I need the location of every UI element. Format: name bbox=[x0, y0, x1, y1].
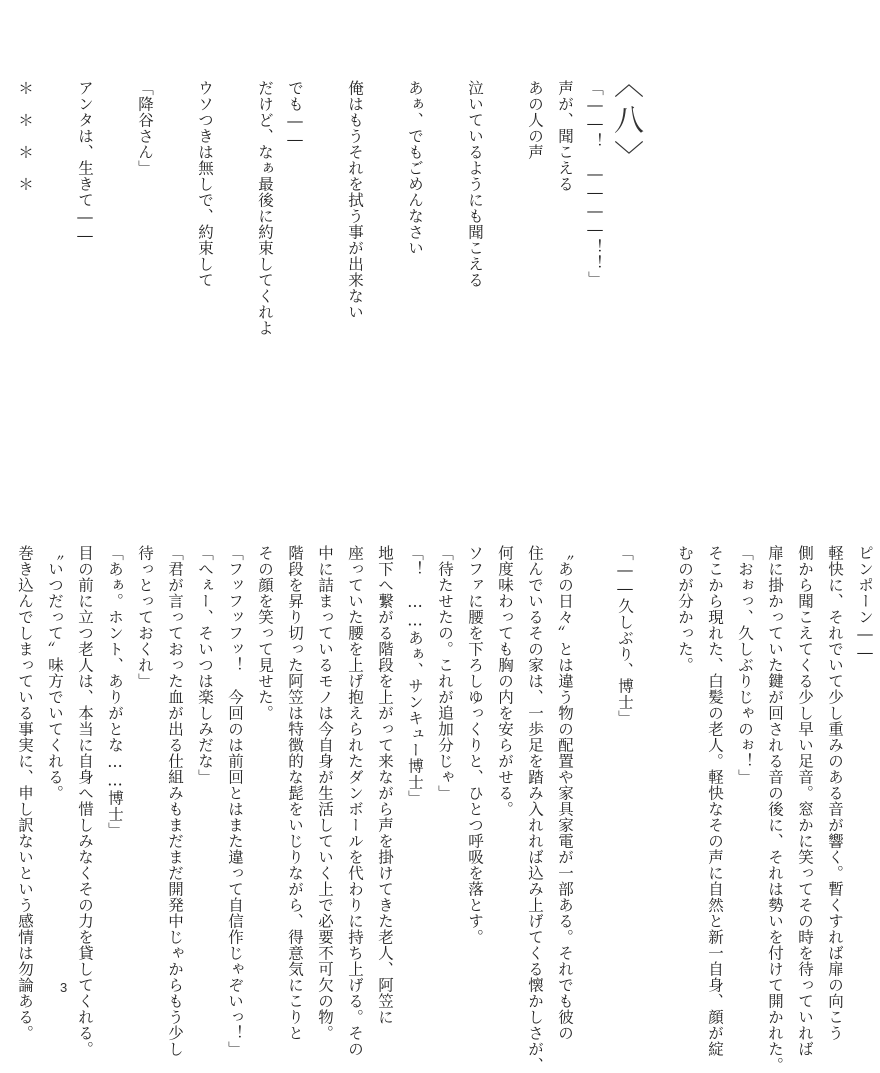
bottom-section-line: その顔を笑って見せた。 bbox=[256, 545, 274, 721]
top-section-blank-line bbox=[310, 80, 340, 420]
bottom-section-line: 地下へ繋がる階段を上がって来ながら声を掛けてきた老人、阿笠に bbox=[376, 545, 394, 1025]
bottom-section-line: 「あぁ。ホント、ありがとな……博士」 bbox=[106, 545, 124, 838]
top-section-blank-line bbox=[490, 80, 520, 420]
top-section-line: ウソつきは無しで、約束して bbox=[196, 80, 214, 288]
top-section-blank-line bbox=[220, 80, 250, 420]
top-section-line: あの人の声 bbox=[526, 80, 544, 160]
bottom-section-line: 〝いつだって〟味方でいてくれる。 bbox=[46, 545, 64, 801]
bottom-section-line: 住んでいるその家は、一歩足を踏み入れれば込み上げてくる懐かしさが、 bbox=[526, 545, 544, 1073]
bottom-section-line: 〝あの日々〟とは違う物の配置や家具家電が一部ある。それでも彼の bbox=[556, 545, 574, 1041]
bottom-section-line: 「君が言っておった血が出る仕組みもまだまだ開発中じゃからもう少し bbox=[166, 545, 184, 1057]
bottom-section-line: 「――久しぶり、博士」 bbox=[616, 545, 634, 726]
top-section-line: 泣いているようにも聞こえる bbox=[466, 80, 484, 288]
bottom-section-blank-line bbox=[640, 545, 670, 965]
top-section-line: 「――！ ――――！！」 bbox=[586, 80, 604, 287]
bottom-section-line: 何度味わっても胸の内を安らがせる。 bbox=[496, 545, 514, 817]
bottom-section-line: 「おぉっ、久しぶりじゃのぉ！」 bbox=[736, 545, 754, 785]
bottom-section-line: ピンポーン―― bbox=[856, 545, 874, 662]
bottom-section-line: 「フッフッフッ！ 今回のは前回とはまた違って自信作じゃぞいっ！」 bbox=[226, 545, 244, 1057]
bottom-section-line: 巻き込んでしまっている事実に、申し訳ないという感情は勿論ある。 bbox=[16, 545, 34, 1041]
bottom-section-line: 「待たせたの。これが追加分じゃ」 bbox=[436, 545, 454, 801]
top-section-line: アンタは、生きて―― bbox=[76, 80, 94, 245]
bottom-section-line: 目の前に立つ老人は、本当に自身へ惜しみなくその力を貸してくれる。 bbox=[76, 545, 94, 1057]
bottom-section-line: 「！ ……あぁ、サンキュー博士」 bbox=[406, 545, 424, 806]
bottom-section-line: 座っていた腰を上げ抱えられたダンボールを代わりに持ち上げる。その bbox=[346, 545, 364, 1057]
bottom-section-line: 軽快に、それでいて少し重みのある音が響く。暫くすれば扉の向こう bbox=[826, 545, 844, 1041]
bottom-section-line: 階段を昇り切った阿笠は特徴的な髭をいじりながら、得意気にこりと bbox=[286, 545, 304, 1041]
bottom-section-line: 中に詰まっているモノは今自身が生活していく上で必要不可欠の物。 bbox=[316, 545, 334, 1041]
page-number: 3 bbox=[60, 980, 68, 995]
top-section-text bbox=[10, 80, 610, 420]
bottom-section-line: 待っとっておくれ」 bbox=[136, 545, 154, 689]
top-section-line: だけど、なぁ最後に約束してくれよ bbox=[256, 80, 274, 336]
bottom-section-text bbox=[10, 545, 880, 1073]
top-section-line: でも―― bbox=[286, 80, 304, 149]
bottom-section-line: そこから現れた、白髪の老人。軽快なその声に自然と新一自身、顔が綻 bbox=[706, 545, 724, 1057]
top-section-line: 「降谷さん」 bbox=[136, 80, 154, 176]
bottom-section-line: むのが分かった。 bbox=[676, 545, 694, 673]
bottom-section-line: 側から聞こえてくる少し早い足音。窓かに笑ってその時を待っていれば bbox=[796, 545, 814, 1057]
bottom-section-line: 扉に掛かっていた鍵が回される音の後に、それは勢いを付けて開かれた。 bbox=[766, 545, 784, 1073]
bottom-section-blank-line bbox=[580, 545, 610, 965]
top-section-blank-line bbox=[160, 80, 190, 420]
top-section-blank-line bbox=[370, 80, 400, 420]
top-section-blank-line bbox=[430, 80, 460, 420]
top-section-line: 俺はもうそれを拭う事が出来ない bbox=[346, 80, 364, 320]
top-section-blank-line bbox=[100, 80, 130, 420]
chapter-title: 〈八〉 bbox=[608, 68, 643, 176]
top-section-line: ＊ ＊ ＊ ＊ bbox=[16, 80, 34, 192]
top-section-line: あぁ、でもごめんなさい bbox=[406, 80, 424, 256]
top-section-line: 声が、聞こえる bbox=[556, 80, 574, 192]
bottom-section-line: ソファに腰を下ろしゆっくりと、ひとつ呼吸を落とす。 bbox=[466, 545, 484, 945]
top-section-blank-line bbox=[40, 80, 70, 420]
bottom-section-line: 「へぇー、そいつは楽しみだな」 bbox=[196, 545, 214, 785]
